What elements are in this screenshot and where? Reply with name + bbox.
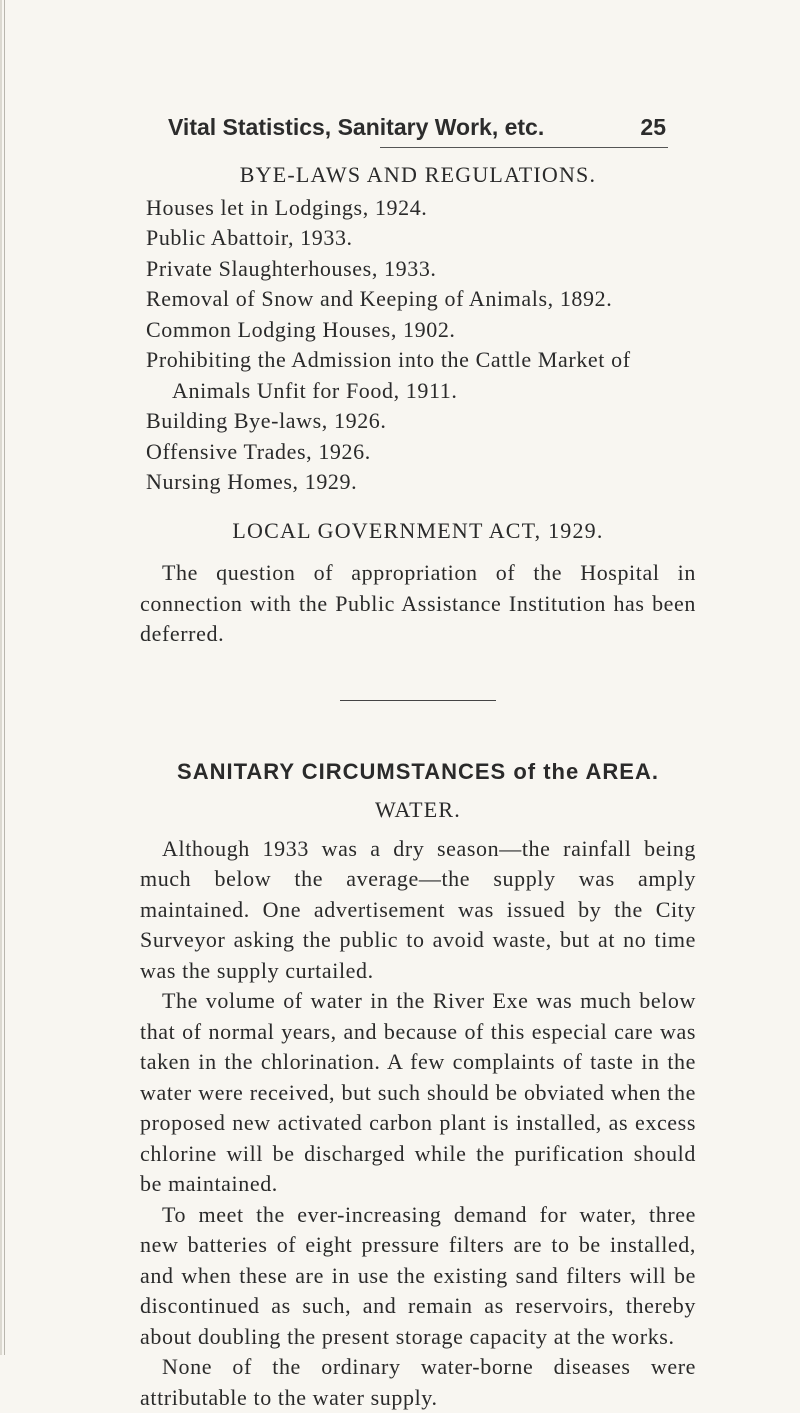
page-body <box>140 160 696 1413</box>
header-rule <box>380 147 668 148</box>
section-divider <box>340 700 496 701</box>
list-item: Prohibiting the Admission into the Cattle Market of Animals Unfit for Food, 1911. <box>146 347 631 403</box>
water-paragraph: Although 1933 was a dry season—the rainfall being much below the average—the supply was amply maintained. One advertisement was issued by the City Surveyor asking the public to avoid waste, but at no time was the supply curtailed. <box>140 835 696 983</box>
list-item: Houses let in Lodgings, 1924. <box>146 194 428 220</box>
running-header <box>168 114 666 141</box>
list-item: Building Bye-laws, 1926. <box>146 408 387 433</box>
page-edge-shadow <box>0 0 2 1355</box>
byelaws-heading: BYE-LAWS AND REGULATIONS. <box>239 162 597 187</box>
local-government-heading: LOCAL GOVERNMENT ACT, 1929. <box>232 517 604 543</box>
running-title: Vital Statistics, Sanitary Work, etc. <box>168 114 545 140</box>
byelaws-list <box>140 193 696 498</box>
list-item: Public Abattoir, 1933. <box>146 225 353 250</box>
water-paragraph: None of the ordinary water-borne diseases were attributable to the water supply. <box>140 1354 696 1410</box>
list-item: Offensive Trades, 1926. <box>146 438 371 464</box>
water-subheading: WATER. <box>374 797 462 822</box>
list-item: Private Slaughterhouses, 1933. <box>146 255 437 281</box>
list-item: Removal of Snow and Keeping of Animals, 1892. <box>146 286 613 311</box>
page-edge-line <box>4 0 5 1355</box>
water-paragraph: The volume of water in the River Exe was much below that of normal years, and because of this especial care was taken in the chlorination. A few complaints of taste in the water were received, but such should be obviated when the proposed new activated carbon plant is installed, as excess chlorine will be discharged while the purification should be maintained. <box>140 988 696 1196</box>
local-government-paragraph: The question of appropriation of the Hospital in connection with the Public Assistance Institution has been deferred. <box>140 560 696 646</box>
water-paragraph: To meet the ever-increasing demand for water, three new batteries of eight pressure filters are to be installed, and when these are in use the existing sand filters will be discontinued as such, and remain as reservoirs, thereby about doubling the present storage capacity at the works. <box>140 1201 696 1349</box>
list-item: Nursing Homes, 1929. <box>146 469 358 494</box>
list-item: Common Lodging Houses, 1902. <box>146 316 456 342</box>
page-number: 25 <box>640 114 666 140</box>
sanitary-heading: SANITARY CIRCUMSTANCES of the AREA. <box>177 758 659 784</box>
